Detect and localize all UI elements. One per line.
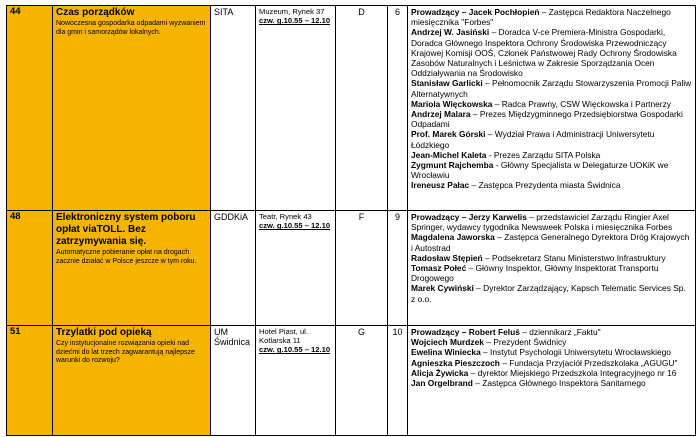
participant-name: Prof. Marek Górski <box>411 129 486 140</box>
participant-name: Agnieszka Pieszczoch <box>411 357 500 368</box>
participant <box>411 253 692 263</box>
participant <box>411 337 692 347</box>
participant <box>411 358 692 368</box>
session-title: Czas porządków <box>56 7 135 18</box>
participant-role: – Instytut Psychologii Uniwersytetu Wrocławskiego <box>480 347 671 358</box>
session-description: Nowoczesna gospodarka odpadami wyzwaniem dla gmin i samorządów lokalnych. <box>56 20 206 36</box>
participant-role: - Prezes Zarządu SITA Polska <box>486 149 601 160</box>
participant-role: – przedstawiciel Zarządu Ringier Axel Springer, wydawcy tygodnika Newsweek Polska i miesięcznika Forbes <box>411 212 673 233</box>
participant-role: – Pełnomocnik Zarządu Stowarzyszenia Promocji Paliw Alternatywnych <box>411 78 692 99</box>
participant-name: Mariola Więckowska <box>411 98 493 109</box>
session-title-cell <box>53 6 211 211</box>
participant-name: Radosław Stępień <box>411 252 483 263</box>
participant-role: – Fundacja Przyjaciół Przedszkolaka „AGUGU" <box>499 357 678 368</box>
participant-name: Ireneusz Pałac <box>411 180 470 191</box>
participant <box>411 212 692 232</box>
program-sheet <box>6 5 695 436</box>
participant-name: Magdalena Jaworska <box>411 232 495 243</box>
session-title: Trzylatki pod opieką <box>56 327 152 338</box>
participant-role: – Główny Inspektor, Główny Inspektorat Transportu Drogowego <box>411 263 659 284</box>
participant-role: – Doradca V-ce Premiera-Ministra Gospodarki, Doradca Głównego Inspektora Ochrony Środowiska Przewodniczący Krajowej Komisji OOŚ, Członek Państwowej Rady Ochrony Środowiska Zasobów Naturalnych i Leśnictwa w Zakresie Sporządzania Ocen Oddziaływania na Środowisko <box>411 27 677 79</box>
session-seq: 9 <box>388 211 408 326</box>
session-participants <box>408 326 696 436</box>
participant <box>411 150 692 160</box>
session-place-cell <box>256 6 336 211</box>
participant-role: – Zastępca Generalnego Dyrektora Dróg Krajowych i Autostrad <box>411 232 690 253</box>
session-description: Czy instytucjonalne rozwiązania opieki nad dziećmi do lat trzech zagwarantują najlepsze warunki do rozwoju? <box>56 340 195 365</box>
participant <box>411 263 692 283</box>
participant-role: – Prezes Międzygminnego Przedsiębiorstwa Gospodarki Odpadami <box>411 109 683 130</box>
participant <box>411 7 692 27</box>
participant-name: Stanisław Garlicki <box>411 78 483 89</box>
session-seq: 10 <box>388 326 408 436</box>
participant-name: Prowadzący – Jacek Pochłopień <box>411 7 540 17</box>
participant-role: – Zastępca Głównego Inspektora Sanitarnego <box>472 378 646 389</box>
participant <box>411 27 692 78</box>
session-room: F <box>336 211 388 326</box>
participant-role: – Radca Prawny, CSW Więckowska i Partnerzy <box>492 98 671 109</box>
participant <box>411 109 692 129</box>
session-place-cell <box>256 326 336 436</box>
session-place: Teatr, Rynek 43 <box>259 212 312 221</box>
participant <box>411 347 692 357</box>
participant-name: Jean-Michel Kaleta <box>411 149 487 160</box>
participant-role: – Prezydent Świdnicy <box>483 337 567 348</box>
session-title: Elektroniczny system poboru opłat viaTOLL. Bez zatrzymywania się. <box>56 212 196 247</box>
participant <box>411 160 692 180</box>
session-number: 48 <box>7 211 53 326</box>
participant-name: Prowadzący – Robert Feluś <box>411 327 520 337</box>
session-time: czw. g.10.55 – 12.10 <box>259 345 331 355</box>
session-title-cell <box>53 211 211 326</box>
participant-name: Wojciech Murdzek <box>411 337 484 348</box>
participant-name: Zygmunt Rajchemba <box>411 160 494 171</box>
session-room: D <box>336 6 388 211</box>
participant <box>411 180 692 190</box>
participant <box>411 99 692 109</box>
participant <box>411 78 692 98</box>
participant <box>411 368 692 378</box>
session-row <box>7 6 696 211</box>
session-organizer: SITA <box>211 6 256 211</box>
participant-role: – Dyrektor Zarządzający, Kapsch Telematic Services Sp. z o.o. <box>411 283 686 304</box>
participant-name: Jan Orgelbrand <box>411 378 473 389</box>
participant-name: Andrzej W. Jasiński <box>411 27 490 38</box>
participant-name: Ewelina Winiecka <box>411 347 481 358</box>
session-organizer: GDDKiA <box>211 211 256 326</box>
session-room: G <box>336 326 388 436</box>
participant-name: Alicja Żywicka <box>411 367 469 378</box>
session-description: Automatyczne pobieranie opłat na drogach zacznie działać w Polsce jeszcze w tym roku. <box>56 249 197 265</box>
session-place: Hotel Piast, ul. Kotlarska 11 <box>259 327 308 346</box>
session-participants <box>408 211 696 326</box>
session-seq: 6 <box>388 6 408 211</box>
session-time: czw. g.10.55 – 12.10 <box>259 221 331 231</box>
participant-role: – dziennikarz „Faktu" <box>519 327 601 337</box>
session-organizer: UM Świdnica <box>211 326 256 436</box>
participant <box>411 129 692 149</box>
session-number: 44 <box>7 6 53 211</box>
session-row <box>7 211 696 326</box>
participant <box>411 327 692 337</box>
participant-name: Tomasz Połeć <box>411 263 467 274</box>
participant-role: – Zastępca Prezydenta miasta Świdnica <box>469 180 621 191</box>
session-row <box>7 326 696 436</box>
participant-name: Marek Cywiński <box>411 283 474 294</box>
participant-name: Andrzej Malara <box>411 109 471 120</box>
session-title-cell <box>53 326 211 436</box>
session-participants <box>408 6 696 211</box>
session-place-cell <box>256 211 336 326</box>
participant <box>411 283 692 303</box>
participant <box>411 378 692 388</box>
session-time: czw. g.10.55 – 12.10 <box>259 16 331 26</box>
session-number: 51 <box>7 326 53 436</box>
participant-role: – dyrektor Miejskiego Przedszkola Integracyjnego nr 16 <box>468 367 677 378</box>
participant-role: – Zastępca Redaktora Naczelnego miesięcznika "Forbes" <box>411 7 671 28</box>
session-table <box>6 5 696 436</box>
participant-role: – Podsekretarz Stanu Ministerstwo Infrastruktury <box>482 252 666 263</box>
session-place: Muzeum, Rynek 37 <box>259 7 325 16</box>
participant-role: – Wydział Prawa i Administracji Uniwersytetu Łódzkiego <box>411 129 655 150</box>
participant-role: - Główny Specjalista w Delegaturze UOKiK we Wrocławiu <box>411 160 669 181</box>
participant-name: Prowadzący – Jerzy Karwelis <box>411 212 527 222</box>
participant <box>411 232 692 252</box>
